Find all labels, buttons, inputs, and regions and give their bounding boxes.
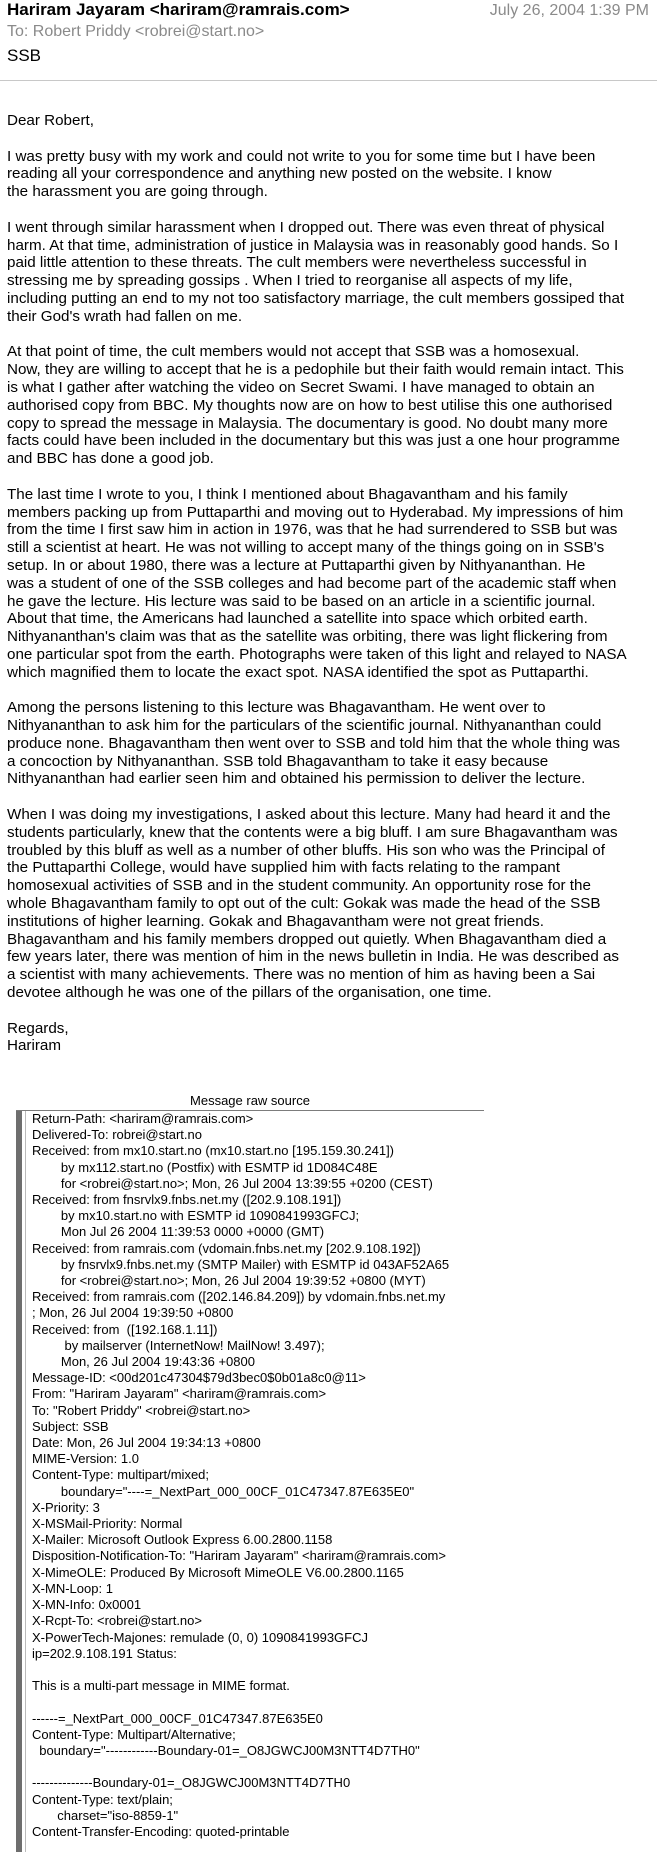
raw-source-title: Message raw source	[190, 1093, 310, 1108]
raw-source-line: This is a multi-part message in MIME format.	[32, 1678, 290, 1694]
paragraph-line: one particular spot from the earth. Photographs were taken of this light and relayed to NASA	[7, 645, 627, 663]
paragraph-line: About that time, the Americans had launched a satellite into space which orbited earth.	[7, 610, 588, 628]
paragraph-line: stressing me by spreading gossips . When I tried to reorganise all aspects of my life,	[7, 272, 573, 290]
paragraph	[7, 343, 652, 468]
paragraph-line: is what I gather after watching the video on Secret Swami. I have managed to obtain an	[7, 378, 595, 396]
raw-source-line: --------------Boundary-01=_O8JGWCJ00M3NTT4D7TH0	[32, 1775, 351, 1791]
raw-source-line: for <robrei@start.no>; Mon, 26 Jul 2004 19:39:52 +0800 (MYT)	[32, 1273, 426, 1289]
paragraph-line: The last time I wrote to you, I think I mentioned about Bhagavantham and his family	[7, 485, 568, 503]
paragraph-line: harm. At that time, administration of justice in Malaysia was in reasonably good hands. So I	[7, 236, 619, 254]
paragraph-line: whole Bhagavantham family to opt out of the cult: Gokak was made the head of the SSB	[7, 895, 601, 913]
paragraph	[7, 699, 652, 788]
paragraph-line: Now, they are willing to accept that he is a pedophile but their faith would remain intact. This	[7, 361, 624, 379]
raw-source-line: Content-Type: multipart/mixed;	[32, 1467, 210, 1483]
raw-source-line	[32, 1662, 484, 1678]
raw-source-line: Received: from fnsrvlx9.fnbs.net.my ([202.9.108.191])	[32, 1192, 342, 1208]
paragraph-line: few years later, there was mention of him in the news bulletin in India. He was described as	[7, 948, 620, 966]
paragraph-line: troubled by this bluff as well as a number of other bluffs. His son who was the Principal of	[7, 841, 605, 859]
raw-source-line: Received: from ([192.168.1.11])	[32, 1321, 218, 1337]
raw-source-line: X-Priority: 3	[32, 1499, 100, 1515]
message-header	[0, 0, 657, 88]
raw-source-line: X-MN-Info: 0x0001	[32, 1597, 142, 1613]
raw-source-line: by mx112.start.no (Postfix) with ESMTP id 1D084C48E	[32, 1159, 378, 1175]
raw-source-line: To: "Robert Priddy" <robrei@start.no>	[32, 1402, 251, 1418]
raw-source-line: X-MimeOLE: Produced By Microsoft MimeOLE V6.00.2800.1165	[32, 1564, 404, 1580]
paragraph-line: At that point of time, the cult members would not accept that SSB was a homosexual.	[7, 343, 580, 361]
raw-source-line: MIME-Version: 1.0	[32, 1451, 139, 1467]
raw-source-line: X-MN-Loop: 1	[32, 1580, 113, 1596]
raw-source-line: ip=202.9.108.191 Status:	[32, 1645, 177, 1661]
raw-source-line: Date: Mon, 26 Jul 2004 19:34:13 +0800	[32, 1435, 261, 1451]
raw-source-line: X-Rcpt-To: <robrei@start.no>	[32, 1613, 202, 1629]
paragraph-line: setup. In or about 1980, there was a lecture at Puttaparthi given by Nithyananthan. He	[7, 556, 586, 574]
raw-source-line: From: "Hariram Jayaram" <hariram@ramrais.com>	[32, 1386, 327, 1402]
raw-source-line: ------=_NextPart_000_00CF_01C47347.87E635E0	[32, 1710, 323, 1726]
paragraph-line: I went through similar harassment when I dropped out. There was even threat of physical	[7, 218, 605, 236]
paragraph-line: was a student of one of the SSB colleges and had become part of the academic staff when	[7, 574, 617, 592]
paragraph-line: institutions of higher learning. Gokak and Bhagavantham were not great friends.	[7, 912, 544, 930]
paragraph-line: students particularly, knew that the contents were a big bluff. I am sure Bhagavantham was	[7, 823, 618, 841]
paragraph-line: the Puttaparthi College, would have supplied him with facts relating to the rampant	[7, 859, 560, 877]
paragraph-line: copy to spread the message in Malaysia. The documentary is good. No doubt many more	[7, 414, 608, 432]
paragraph-line: Among the persons listening to this lecture was Bhagavantham. He went over to	[7, 699, 546, 717]
raw-source-line: Content-Type: Multipart/Alternative;	[32, 1726, 236, 1742]
raw-source-line	[32, 1759, 484, 1775]
header-divider	[0, 80, 657, 81]
paragraph-line: Nithyananthan had earlier seen him and obtained his permission to deliver the lecture.	[7, 770, 586, 788]
paragraph-line: devotee although he was one of the pillars of the organisation, one time.	[7, 984, 492, 1002]
paragraph-line: paid little attention to these threats. The cult members were nevertheless successful in	[7, 254, 587, 272]
raw-source-line: Received: from ramrais.com ([202.146.84.209]) by vdomain.fnbs.net.my	[32, 1289, 446, 1305]
raw-source-line: boundary="------------Boundary-01=_O8JGWCJ00M3NTT4D7TH0"	[32, 1742, 420, 1758]
paragraph-line: still a scientist at heart. He was not willing to accept many of the things going on in SSB's	[7, 539, 605, 557]
raw-source-line: Message-ID: <00d201c47304$79d3bec0$0b01a8c0@11>	[32, 1370, 366, 1386]
scrollbar-edge	[25, 1111, 26, 1852]
raw-source-line: Delivered-To: robrei@start.no	[32, 1127, 202, 1143]
raw-source-line: charset="iso-8859-1"	[32, 1807, 179, 1823]
paragraph-line: a concoction by Nithyananthan. SSB told Bhagavantham to take it easy because	[7, 752, 549, 770]
paragraph-line: the harassment you are going through.	[7, 183, 268, 201]
paragraph-line: and BBC has done a good job.	[7, 450, 214, 468]
paragraph-line: When I was doing my investigations, I asked about this lecture. Many had heard it and the	[7, 806, 611, 824]
sender[interactable]: Hariram Jayaram <hariram@ramrais.com>	[7, 0, 350, 19]
raw-source-line: by mailserver (InternetNow! MailNow! 3.497);	[32, 1337, 325, 1353]
paragraph-line: Bhagavantham and his family members dropped out quietly. When Bhagavantham died a	[7, 930, 607, 948]
greeting: Dear Robert,	[7, 112, 94, 129]
message-body	[7, 112, 652, 1055]
paragraph-line: produce none. Bhagavantham then went over to SSB and told him that the whole thing was	[7, 734, 620, 752]
paragraph-line: I was pretty busy with my work and could not write to you for some time but I have been	[7, 147, 596, 165]
paragraph-line: which magnified them to locate the exact spot. NASA identified the spot as Puttaparthi.	[7, 663, 589, 681]
paragraph-line: he gave the lecture. His lecture was said to be based on an article in a scientific journal.	[7, 592, 596, 610]
scrollbar[interactable]	[16, 1111, 22, 1852]
raw-source-lines	[32, 1111, 484, 1840]
raw-source-line: Disposition-Notification-To: "Hariram Jayaram" <hariram@ramrais.com>	[32, 1548, 446, 1564]
raw-source-line: X-Mailer: Microsoft Outlook Express 6.00.2800.1158	[32, 1532, 333, 1548]
message-subject: SSB	[7, 46, 42, 65]
raw-source-line: by mx10.start.no with ESMTP id 1090841993GFCJ;	[32, 1208, 360, 1224]
raw-source-line: boundary="----=_NextPart_000_00CF_01C47347.87E635E0"	[32, 1483, 415, 1499]
recipient[interactable]: To: Robert Priddy <robrei@start.no>	[7, 23, 265, 40]
raw-source-line: Content-Type: text/plain;	[32, 1791, 173, 1807]
raw-source-line: X-PowerTech-Majones: remulade (0, 0) 1090841993GFCJ	[32, 1629, 369, 1645]
paragraph	[7, 806, 652, 1002]
paragraph	[7, 148, 652, 201]
raw-source-line: ; Mon, 26 Jul 2004 19:39:50 +0800	[32, 1305, 234, 1321]
paragraph-line: facts could have been included in the documentary but this was just a one hour programme	[7, 432, 620, 450]
raw-source-line: Content-Transfer-Encoding: quoted-printable	[32, 1823, 290, 1839]
raw-source-line: Mon, 26 Jul 2004 19:43:36 +0800	[32, 1354, 255, 1370]
paragraph	[7, 219, 652, 326]
raw-source-line: Subject: SSB	[32, 1418, 109, 1434]
paragraph	[7, 486, 652, 682]
closing: Regards,	[7, 1019, 69, 1037]
signature: Hariram	[7, 1037, 62, 1055]
raw-source-line: Return-Path: <hariram@ramrais.com>	[32, 1111, 254, 1126]
paragraph-line: Nithyananthan's claim was that as the satellite was orbiting, there was light flickering from	[7, 628, 608, 646]
paragraph-line: from the time I first saw him in action in 1976, was that he had surrendered to SSB but was	[7, 521, 618, 539]
paragraph-line: including putting an end to my not too satisfactory marriage, the cult members gossiped that	[7, 289, 625, 307]
raw-source-line: X-MSMail-Priority: Normal	[32, 1516, 183, 1532]
paragraph-line: their God's wrath had fallen on me.	[7, 307, 243, 325]
body-paragraphs	[7, 148, 652, 1002]
paragraph-line: Nithyananthan to ask him for the particulars of the scientific journal. Nithyananthan could	[7, 717, 602, 735]
paragraph-line: homosexual activities of SSB and in the student community. An opportunity rose for the	[7, 877, 591, 895]
raw-source-line: by fnsrvlx9.fnbs.net.my (SMTP Mailer) with ESMTP id 043AF52A65	[32, 1256, 450, 1272]
paragraph-line: authorised copy from BBC. My thoughts now are on how to best utilise this one authorised	[7, 396, 613, 414]
raw-source-panel	[16, 1093, 484, 1852]
paragraph-line: reading all your correspondence and anything new posted on the website. I know	[7, 165, 552, 183]
paragraph-line: a scientist with many achievements. There was no mention of him as having been a Sai	[7, 966, 596, 984]
message-date: July 26, 2004 1:39 PM	[489, 2, 649, 19]
raw-source-line	[32, 1694, 484, 1710]
raw-source-box[interactable]	[16, 1110, 484, 1852]
raw-source-line: for <robrei@start.no>; Mon, 26 Jul 2004 13:39:55 +0200 (CEST)	[32, 1175, 433, 1191]
paragraph-line: members packing up from Puttaparthi and moving out to Hyderabad. My impressions of him	[7, 503, 624, 521]
raw-source-line: Received: from mx10.start.no (mx10.start.no [195.159.30.241])	[32, 1143, 395, 1159]
raw-source-line: Mon Jul 26 2004 11:39:53 0000 +0000 (GMT)	[32, 1224, 325, 1240]
raw-source-line: Received: from ramrais.com (vdomain.fnbs.net.my [202.9.108.192])	[32, 1240, 421, 1256]
